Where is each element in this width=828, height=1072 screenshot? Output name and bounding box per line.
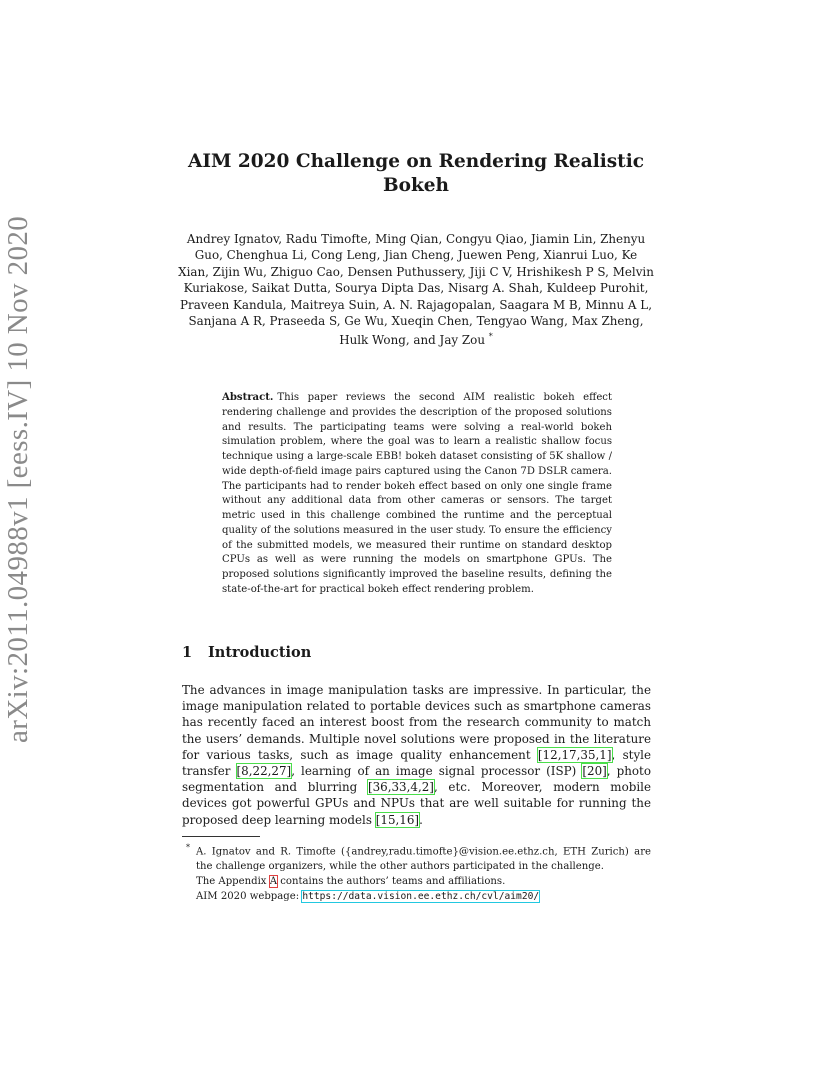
author-list [178,231,654,349]
intro-paragraph [182,682,651,828]
footnote-line [182,840,651,874]
author-names: Andrey Ignatov, Radu Timofte, Ming Qian, Congyu Qiao, Jiamin Lin, Zhenyu Guo, Chenghua Li, Cong Leng, Jian Cheng, Juewen Peng, Xianrui Luo, Ke Xian, Zijin Wu, Zhiguo Cao, Densen Puthussery, Jiji C V, Hrishikesh P S, Melvin Kuriakose, Saikat Dutta, Sourya Dipta Das, Nisarg A. Shah, Kuldeep Purohit, Praveen Kandula, Maitreya Suin, A. N. Rajagopalan, Saagara M B, Minnu A L, Sanjana A R, Praseeda S, Ge Wu, Xueqin Chen, Tengyao Wang, Max Zheng, Hulk Wong, and Jay Zou [178,232,654,348]
citation-link[interactable]: [15,16] [375,812,420,827]
paper-title: AIM 2020 Challenge on Rendering Realistic Bokeh [187,151,644,196]
intro-text: The advances in image manipulation tasks are impressive. In particular, the image manipulation related to portable devices such as smartphone cameras has recently faced an interest boost from the research community to match the users’ demands. Multiple novel solutions were proposed in the literature for various tasks, such as image quality enhancement [182,683,651,762]
section-title: Introduction [208,644,312,661]
footnote-line [182,874,651,889]
arxiv-identifier: arXiv:2011.04988v1 [eess.IV] 10 Nov 2020 [2,215,34,743]
citation-link[interactable]: [20] [582,764,607,779]
abstract-label: Abstract. [222,392,274,403]
citation-link[interactable]: [12,17,35,1] [537,747,612,762]
intro-text: . [419,812,423,827]
abstract-text: This paper reviews the second AIM realistic bokeh effect rendering challenge and provides the description of the proposed solutions and results. The participating teams were solving a real-world bokeh simulation problem, where the goal was to learn a realistic shallow focus technique using a large-scale EBB! bokeh dataset consisting of 5K shallow / wide depth-of-field image pairs captured using the Canon 7D DSLR camera. The participants had to render bokeh effect based on only one single frame without any additional data from other cameras or sensors. The target metric used in this challenge combined the runtime and the perceptual quality of the solutions measured in the user study. To ensure the efficiency of the submitted models, we measured their runtime on standard desktop CPUs as well as were running the models on smartphone GPUs. The proposed solutions significantly improved the baseline results, defining the state-of-the-art for practical bokeh effect rendering problem. [222,392,612,595]
citation-link[interactable]: [36,33,4,2] [367,780,434,795]
footnote-divider [182,836,260,837]
footnote-line [182,889,651,904]
section-number: 1 [182,644,193,661]
intro-text: , etc. Moreover, modern mobile devices got powerful GPUs and NPUs that are well suitable for running the proposed deep learning models [182,780,651,827]
footnote [182,840,651,904]
author-footnote-mark[interactable]: * [488,332,493,342]
footnote-text: AIM 2020 webpage: [196,891,303,903]
intro-text: , photo segmentation and blurring [182,764,651,795]
footnote-text: The Appendix [196,876,270,888]
intro-text: , learning of an image signal processor (ISP) [291,764,583,779]
webpage-link[interactable]: https://data.vision.ee.ethz.ch/cvl/aim20/ [302,891,540,903]
footnote-text: A. Ignatov and R. Timofte ({andrey,radu.timofte}@vision.ee.ethz.ch, ETH Zurich) are the challenge organizers, while the other authors participated in the challenge. [196,846,651,873]
footnote-text: contains the authors’ teams and affiliations. [277,876,506,888]
intro-text: , style transfer [182,747,652,779]
appendix-link[interactable]: A [269,876,277,888]
footnote-mark: * [186,843,190,852]
citation-link[interactable]: [8,22,27] [236,764,292,779]
abstract [222,391,612,598]
section-heading [182,644,311,661]
